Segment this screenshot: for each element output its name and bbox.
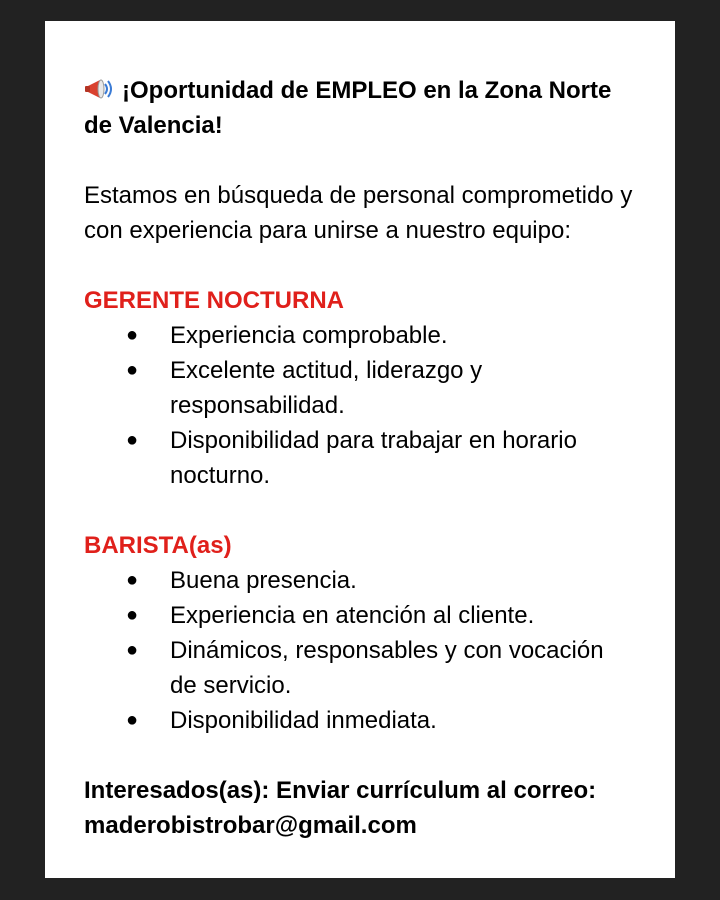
posting-title-text: ¡Oportunidad de EMPLEO en la Zona Norte de Valencia!: [84, 77, 612, 139]
job-posting-page: [45, 21, 675, 878]
requirements-list-gerente: [84, 318, 675, 493]
list-item: [84, 633, 630, 703]
contact-footer: Interesados(as): Enviar currículum al correo: maderobistrobar@gmail.com: [84, 777, 597, 839]
list-item: [84, 318, 630, 353]
requirements-list-barista: [84, 563, 675, 738]
bullet-icon: ●: [126, 569, 139, 591]
intro-text: Estamos en búsqueda de personal comprometido y con experiencia para unirse a nuestro equipo:: [84, 182, 633, 244]
list-item-text: Experiencia en atención al cliente.: [170, 602, 535, 629]
list-item: [84, 423, 630, 493]
list-item-text: Disponibilidad inmediata.: [170, 707, 437, 734]
list-item: [84, 353, 630, 423]
list-item: [84, 703, 630, 738]
list-item: [84, 598, 630, 633]
section-title-barista: BARISTA(as): [84, 532, 232, 559]
list-item-text: Disponibilidad para trabajar en horario nocturno.: [170, 427, 577, 489]
bullet-icon: ●: [126, 359, 139, 381]
list-item-text: Excelente actitud, liderazgo y responsabilidad.: [170, 357, 483, 419]
posting-title: [84, 73, 624, 143]
list-item-text: Buena presencia.: [170, 567, 357, 594]
bullet-icon: ●: [126, 429, 139, 451]
section-title-gerente: GERENTE NOCTURNA: [84, 287, 345, 314]
list-item: [84, 563, 630, 598]
list-item-text: Experiencia comprobable.: [170, 322, 448, 349]
bullet-icon: ●: [126, 709, 139, 731]
megaphone-icon: [84, 77, 114, 101]
list-item-text: Dinámicos, responsables y con vocación de servicio.: [170, 637, 604, 699]
bullet-icon: ●: [126, 324, 139, 346]
bullet-icon: ●: [126, 639, 139, 661]
bullet-icon: ●: [126, 604, 139, 626]
